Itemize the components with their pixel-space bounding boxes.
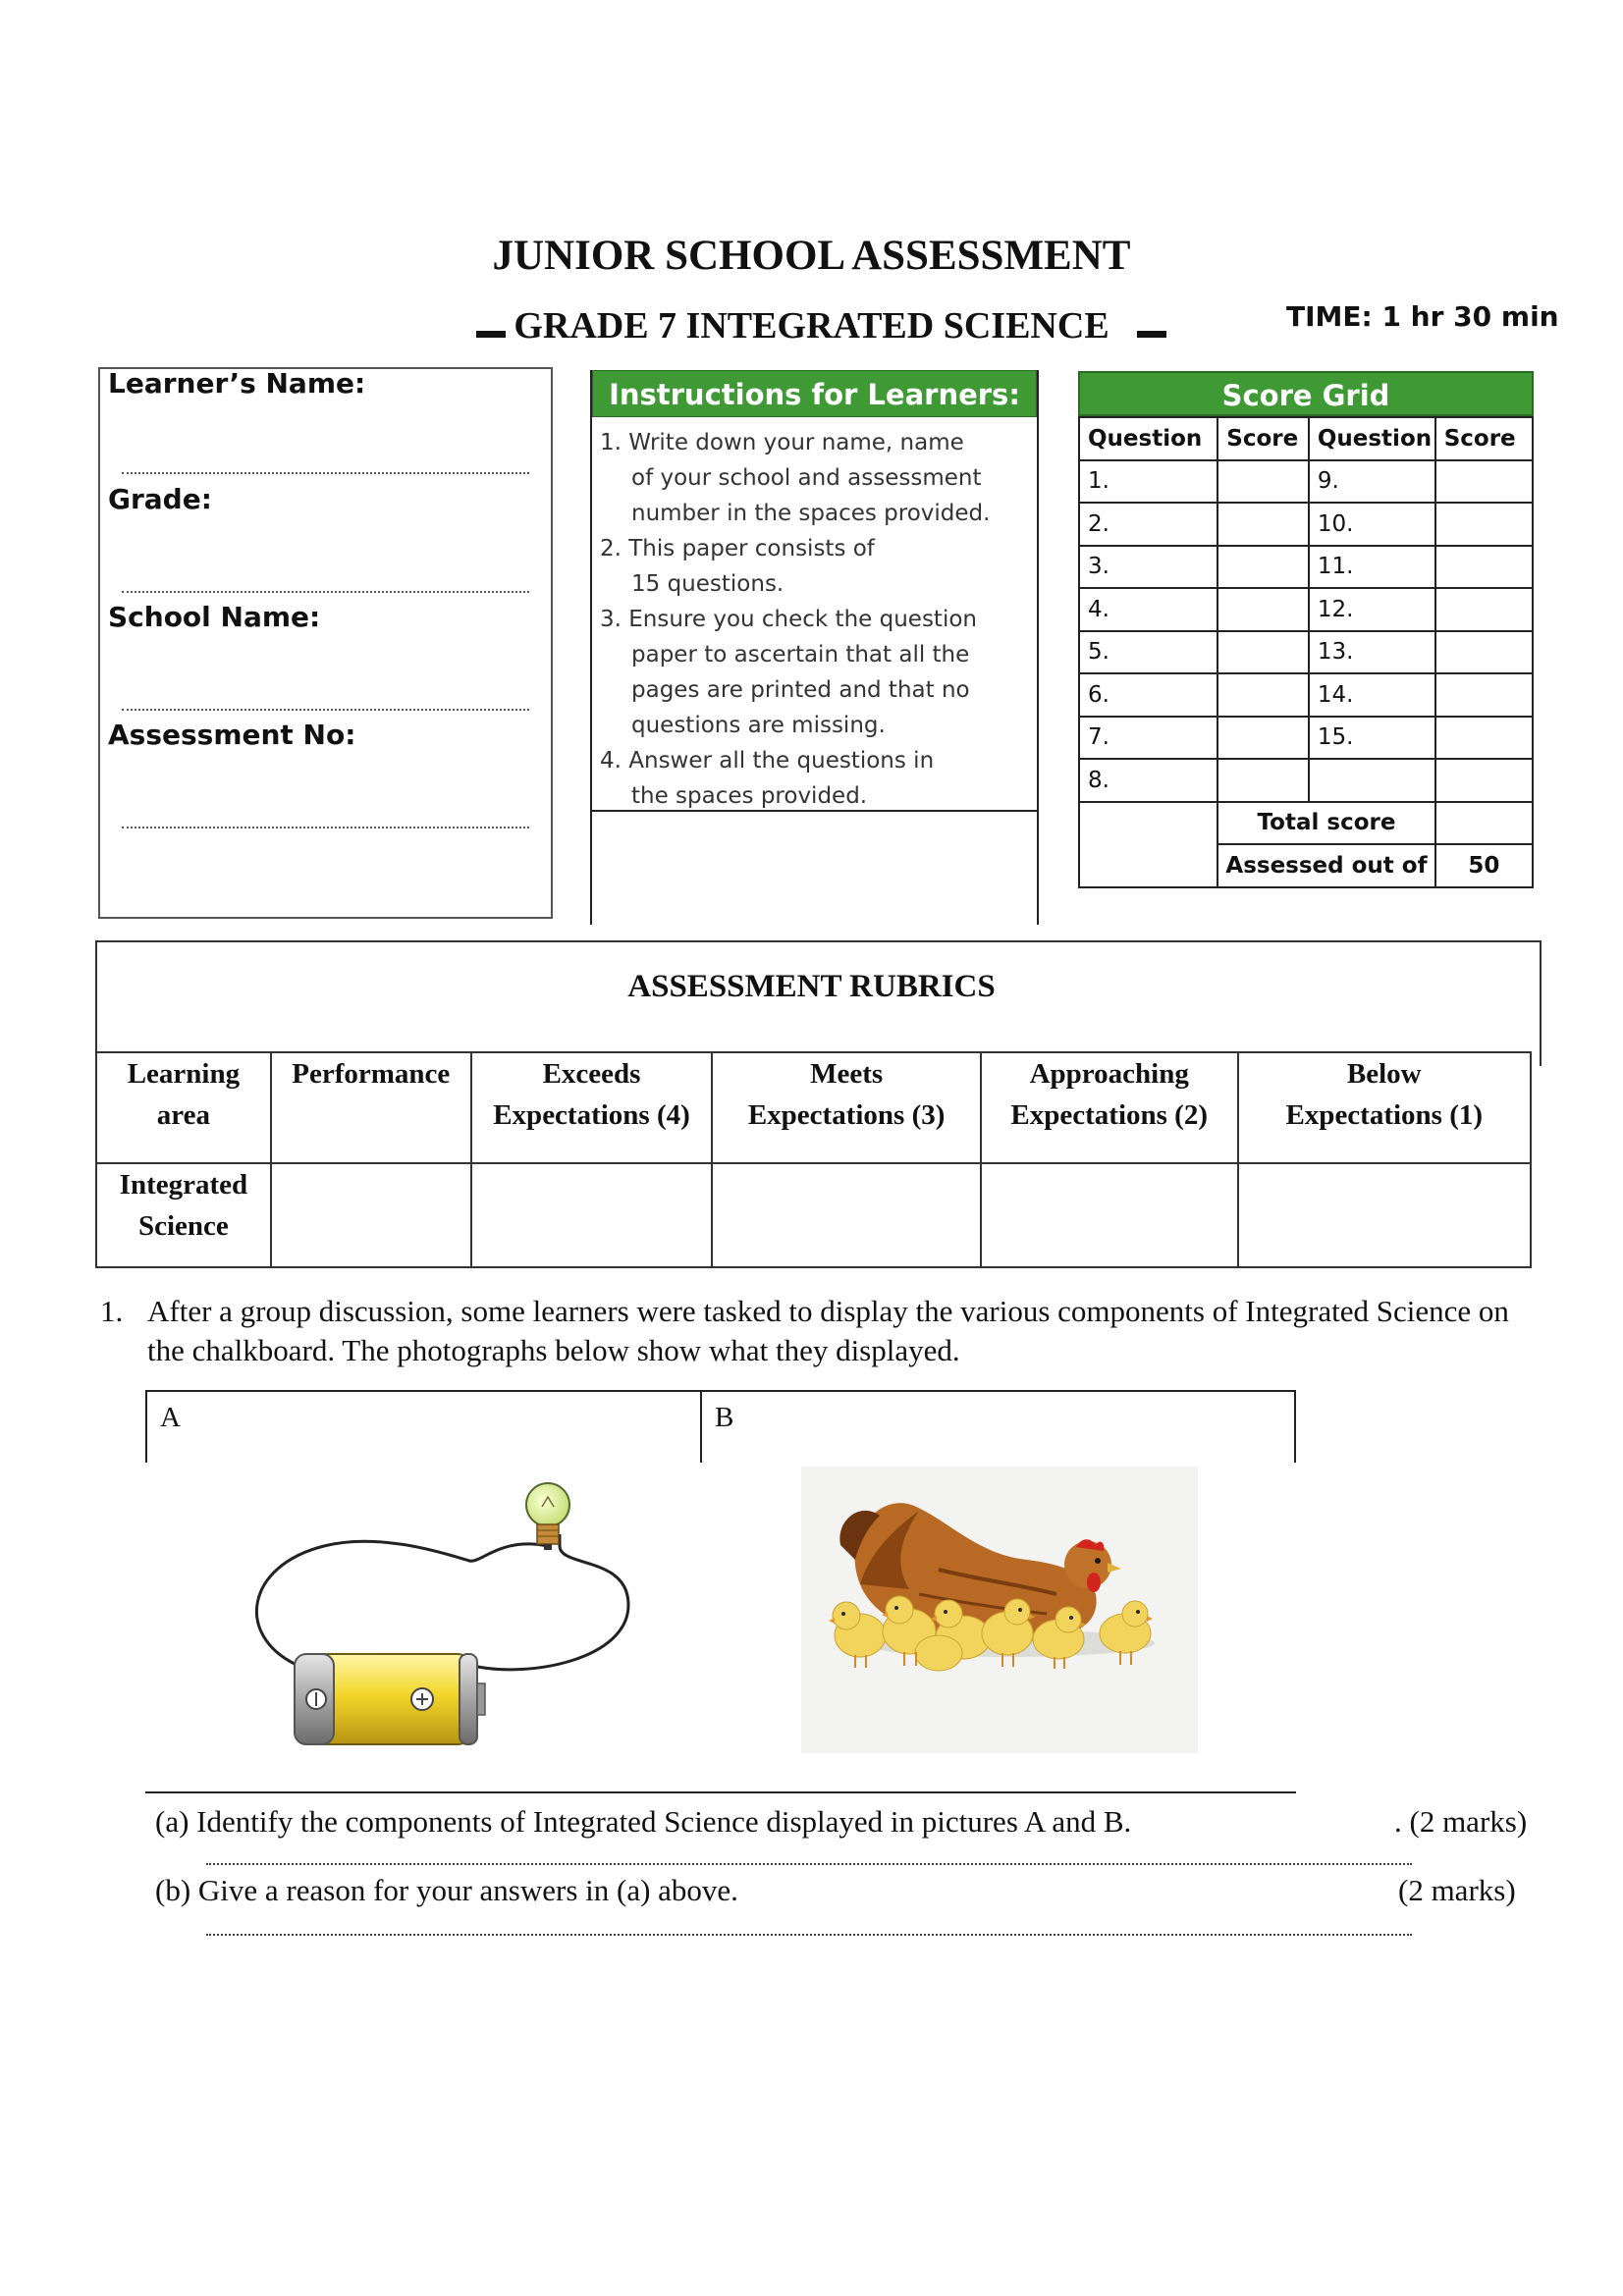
score-cell[interactable] [1217, 631, 1309, 674]
rubric-header-line: area [156, 1099, 211, 1131]
rubric-header-line: Below [1346, 1058, 1422, 1090]
answer-1b-line[interactable] [206, 1934, 1412, 1936]
question-number-cell: 13. [1309, 631, 1435, 674]
score-cell[interactable] [1217, 759, 1309, 802]
col-header-score: Score [1435, 417, 1533, 460]
score-cell[interactable] [1435, 631, 1533, 674]
grade-label: Grade: [108, 483, 212, 515]
instruction-item-continued: pages are printed and that no [631, 677, 970, 703]
question-number-cell: 5. [1079, 631, 1217, 674]
instruction-item-continued: number in the spaces provided. [631, 501, 991, 526]
instruction-item-continued: the spaces provided. [631, 783, 868, 809]
score-grid [1078, 371, 1534, 888]
question-number-cell: 15. [1309, 717, 1435, 760]
total-score-cell[interactable] [1435, 802, 1533, 845]
question-number-cell: 4. [1079, 588, 1217, 631]
score-cell[interactable] [1217, 503, 1309, 546]
rubric-area-line: Integrated [119, 1169, 248, 1201]
col-header-question: Question [1079, 417, 1217, 460]
picture-frame-divider [700, 1390, 702, 1463]
score-cell[interactable] [1435, 673, 1533, 717]
question-number-cell: 10. [1309, 503, 1435, 546]
school-name-field[interactable] [122, 709, 529, 711]
question-1a-text: (a) Identify the components of Integrated Science displayed in pictures A and B. [155, 1804, 1132, 1839]
rubric-title: ASSESSMENT RUBRICS [627, 969, 996, 1004]
score-grid-blank [1079, 802, 1217, 887]
question-1b-text: (b) Give a reason for your answers in (a) above. [155, 1873, 738, 1907]
rubric-header-line: Exceeds [542, 1058, 641, 1090]
question-number-cell: 12. [1309, 588, 1435, 631]
assessment-no-field[interactable] [122, 827, 529, 828]
rubric-below-cell[interactable] [1238, 1163, 1531, 1267]
instructions-panel [590, 370, 1039, 925]
score-cell[interactable] [1435, 759, 1533, 802]
question-number-cell: 14. [1309, 673, 1435, 717]
question-number-cell: 11. [1309, 546, 1435, 589]
learner-name-label: Learner’s Name: [108, 367, 366, 400]
assessed-out-of-label: Assessed out of [1217, 844, 1434, 887]
score-cell[interactable] [1217, 588, 1309, 631]
instruction-item-continued: of your school and assessment [631, 465, 982, 491]
question-text: After a group discussion, some learners were tasked to display the various components of Integrated Science on the chalkboard. The photographs below show what they displayed. [147, 1294, 1509, 1367]
score-cell[interactable] [1435, 546, 1533, 589]
rubric-approaching-cell[interactable] [981, 1163, 1238, 1267]
score-cell[interactable] [1217, 460, 1309, 504]
score-cell[interactable] [1217, 673, 1309, 717]
rubric-header-line: Meets [810, 1058, 884, 1090]
assessed-out-of-value: 50 [1435, 844, 1533, 887]
question-number-cell: 3. [1079, 546, 1217, 589]
rubric-header-line: Expectations (3) [747, 1099, 946, 1131]
page-subtitle: GRADE 7 INTEGRATED SCIENCE [514, 305, 1109, 347]
score-cell[interactable] [1217, 546, 1309, 589]
circuit-illustration [236, 1477, 648, 1752]
question-number-cell: 1. [1079, 460, 1217, 504]
col-header-score: Score [1217, 417, 1309, 460]
instruction-item: 1. Write down your name, name [600, 430, 964, 455]
rubric-area-cell [96, 1163, 271, 1267]
page-title: JUNIOR SCHOOL ASSESSMENT [492, 233, 1131, 279]
rubric-header-line: Learning [127, 1058, 241, 1090]
hen-with-chicks-photo [801, 1467, 1198, 1753]
picture-frame-bottom [145, 1791, 1296, 1793]
rubric-performance-cell[interactable] [271, 1163, 471, 1267]
instruction-item: 2. This paper consists of [600, 536, 875, 561]
rubric-header-cell [96, 1052, 271, 1163]
assessment-no-label: Assessment No: [108, 719, 356, 751]
instruction-item-continued: paper to ascertain that all the [631, 642, 970, 667]
question-1b-marks: (2 marks) [1398, 1873, 1516, 1907]
instructions-list [600, 425, 1032, 814]
picture-frame-left [145, 1390, 147, 1463]
instruction-item-continued: questions are missing. [631, 713, 886, 738]
score-cell[interactable] [1435, 588, 1533, 631]
picture-a-label: A [160, 1402, 181, 1433]
rubric-header-line: Expectations (2) [1010, 1099, 1208, 1131]
question-number: 1. [100, 1294, 124, 1328]
rubric-header-cell [271, 1052, 471, 1163]
school-name-label: School Name: [108, 601, 321, 633]
score-cell[interactable] [1435, 717, 1533, 760]
learner-name-field[interactable] [122, 472, 529, 474]
rubric-header-line: Approaching [1029, 1058, 1189, 1090]
score-cell[interactable] [1435, 460, 1533, 504]
instructions-divider [592, 810, 1037, 812]
col-header-question: Question [1309, 417, 1435, 460]
rubric-header-cell [471, 1052, 713, 1163]
instruction-item: 3. Ensure you check the question [600, 607, 977, 632]
rubric-header-line: Expectations (1) [1285, 1099, 1484, 1131]
rubric-header-cell [1238, 1052, 1531, 1163]
rubric-header-cell [981, 1052, 1238, 1163]
score-cell[interactable] [1217, 717, 1309, 760]
question-number-cell [1309, 759, 1435, 802]
learner-details-box [98, 367, 553, 919]
rubric-header-line: Performance [292, 1058, 451, 1090]
question-number-cell: 2. [1079, 503, 1217, 546]
question-number-cell: 9. [1309, 460, 1435, 504]
answer-1a-line[interactable] [206, 1863, 1412, 1865]
time-allowed: TIME: 1 hr 30 min [1286, 300, 1559, 333]
picture-frame-right [1294, 1390, 1296, 1463]
question-1a-marks: . (2 marks) [1394, 1804, 1528, 1839]
question-number-cell: 6. [1079, 673, 1217, 717]
instructions-heading: Instructions for Learners: [592, 370, 1037, 417]
instruction-item: 4. Answer all the questions in [600, 748, 935, 774]
question-number-cell: 8. [1079, 759, 1217, 802]
rubric-exceeds-cell[interactable] [471, 1163, 713, 1267]
picture-frame-top [145, 1390, 1296, 1392]
picture-b-label: B [715, 1402, 734, 1433]
grade-field[interactable] [122, 591, 529, 593]
rubric-meets-cell[interactable] [712, 1163, 981, 1267]
rubric-header-cell [712, 1052, 981, 1163]
instruction-item-continued: 15 questions. [631, 571, 784, 597]
total-score-label: Total score [1217, 802, 1434, 845]
subtitle-dash-right [1137, 331, 1166, 338]
score-grid-table [1078, 416, 1534, 888]
rubric-area-line: Science [138, 1210, 229, 1242]
score-cell[interactable] [1435, 503, 1533, 546]
score-grid-heading: Score Grid [1078, 371, 1534, 416]
rubric-header-line: Expectations (4) [493, 1099, 690, 1131]
question-number-cell: 7. [1079, 717, 1217, 760]
rubric-table [95, 1051, 1532, 1268]
